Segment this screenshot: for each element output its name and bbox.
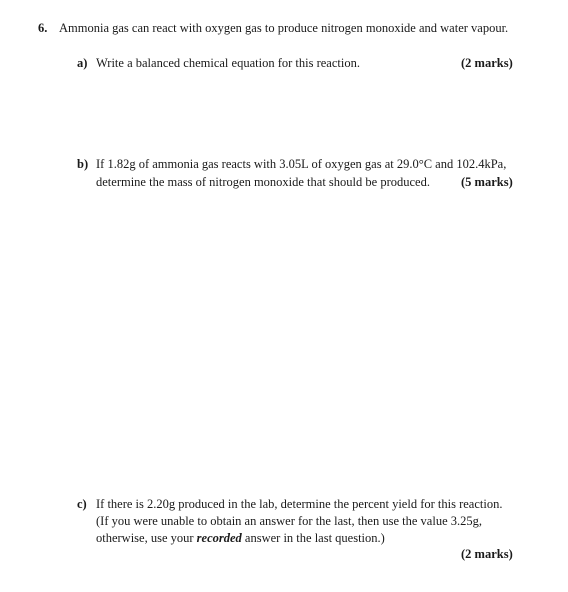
- part-c-marks: (2 marks): [461, 547, 513, 561]
- question-number: 6.: [38, 21, 48, 35]
- part-a-label: a): [77, 56, 88, 70]
- question-stem: Ammonia gas can react with oxygen gas to produce nitrogen monoxide and water vapour.: [59, 21, 509, 35]
- part-a-answer-space[interactable]: [96, 80, 516, 150]
- part-b-line-1: If 1.82g of ammonia gas reacts with 3.05L of oxygen gas at 29.0°C and 102.4kPa,: [96, 157, 507, 171]
- part-b-answer-space[interactable]: [96, 198, 516, 483]
- part-b-label: b): [77, 157, 89, 171]
- part-c-line-3-pre: otherwise, use your: [96, 531, 197, 545]
- part-a-text: Write a balanced chemical equation for this reaction.: [96, 56, 360, 70]
- part-c-line-1: If there is 2.20g produced in the lab, determine the percent yield for this reaction.: [96, 497, 503, 511]
- part-c-line-3-post: answer in the last question.): [241, 531, 385, 545]
- part-a-marks: (2 marks): [461, 56, 513, 70]
- part-c-label: c): [77, 497, 87, 511]
- part-b-marks: (5 marks): [461, 175, 513, 189]
- part-b-line-2: determine the mass of nitrogen monoxide that should be produced.: [96, 175, 430, 189]
- part-c-recorded-emphasis: recorded: [196, 531, 242, 545]
- part-c-line-3: [96, 530, 385, 547]
- part-c-line-2: (If you were unable to obtain an answer for the last, then use the value 3.25g,: [96, 514, 482, 528]
